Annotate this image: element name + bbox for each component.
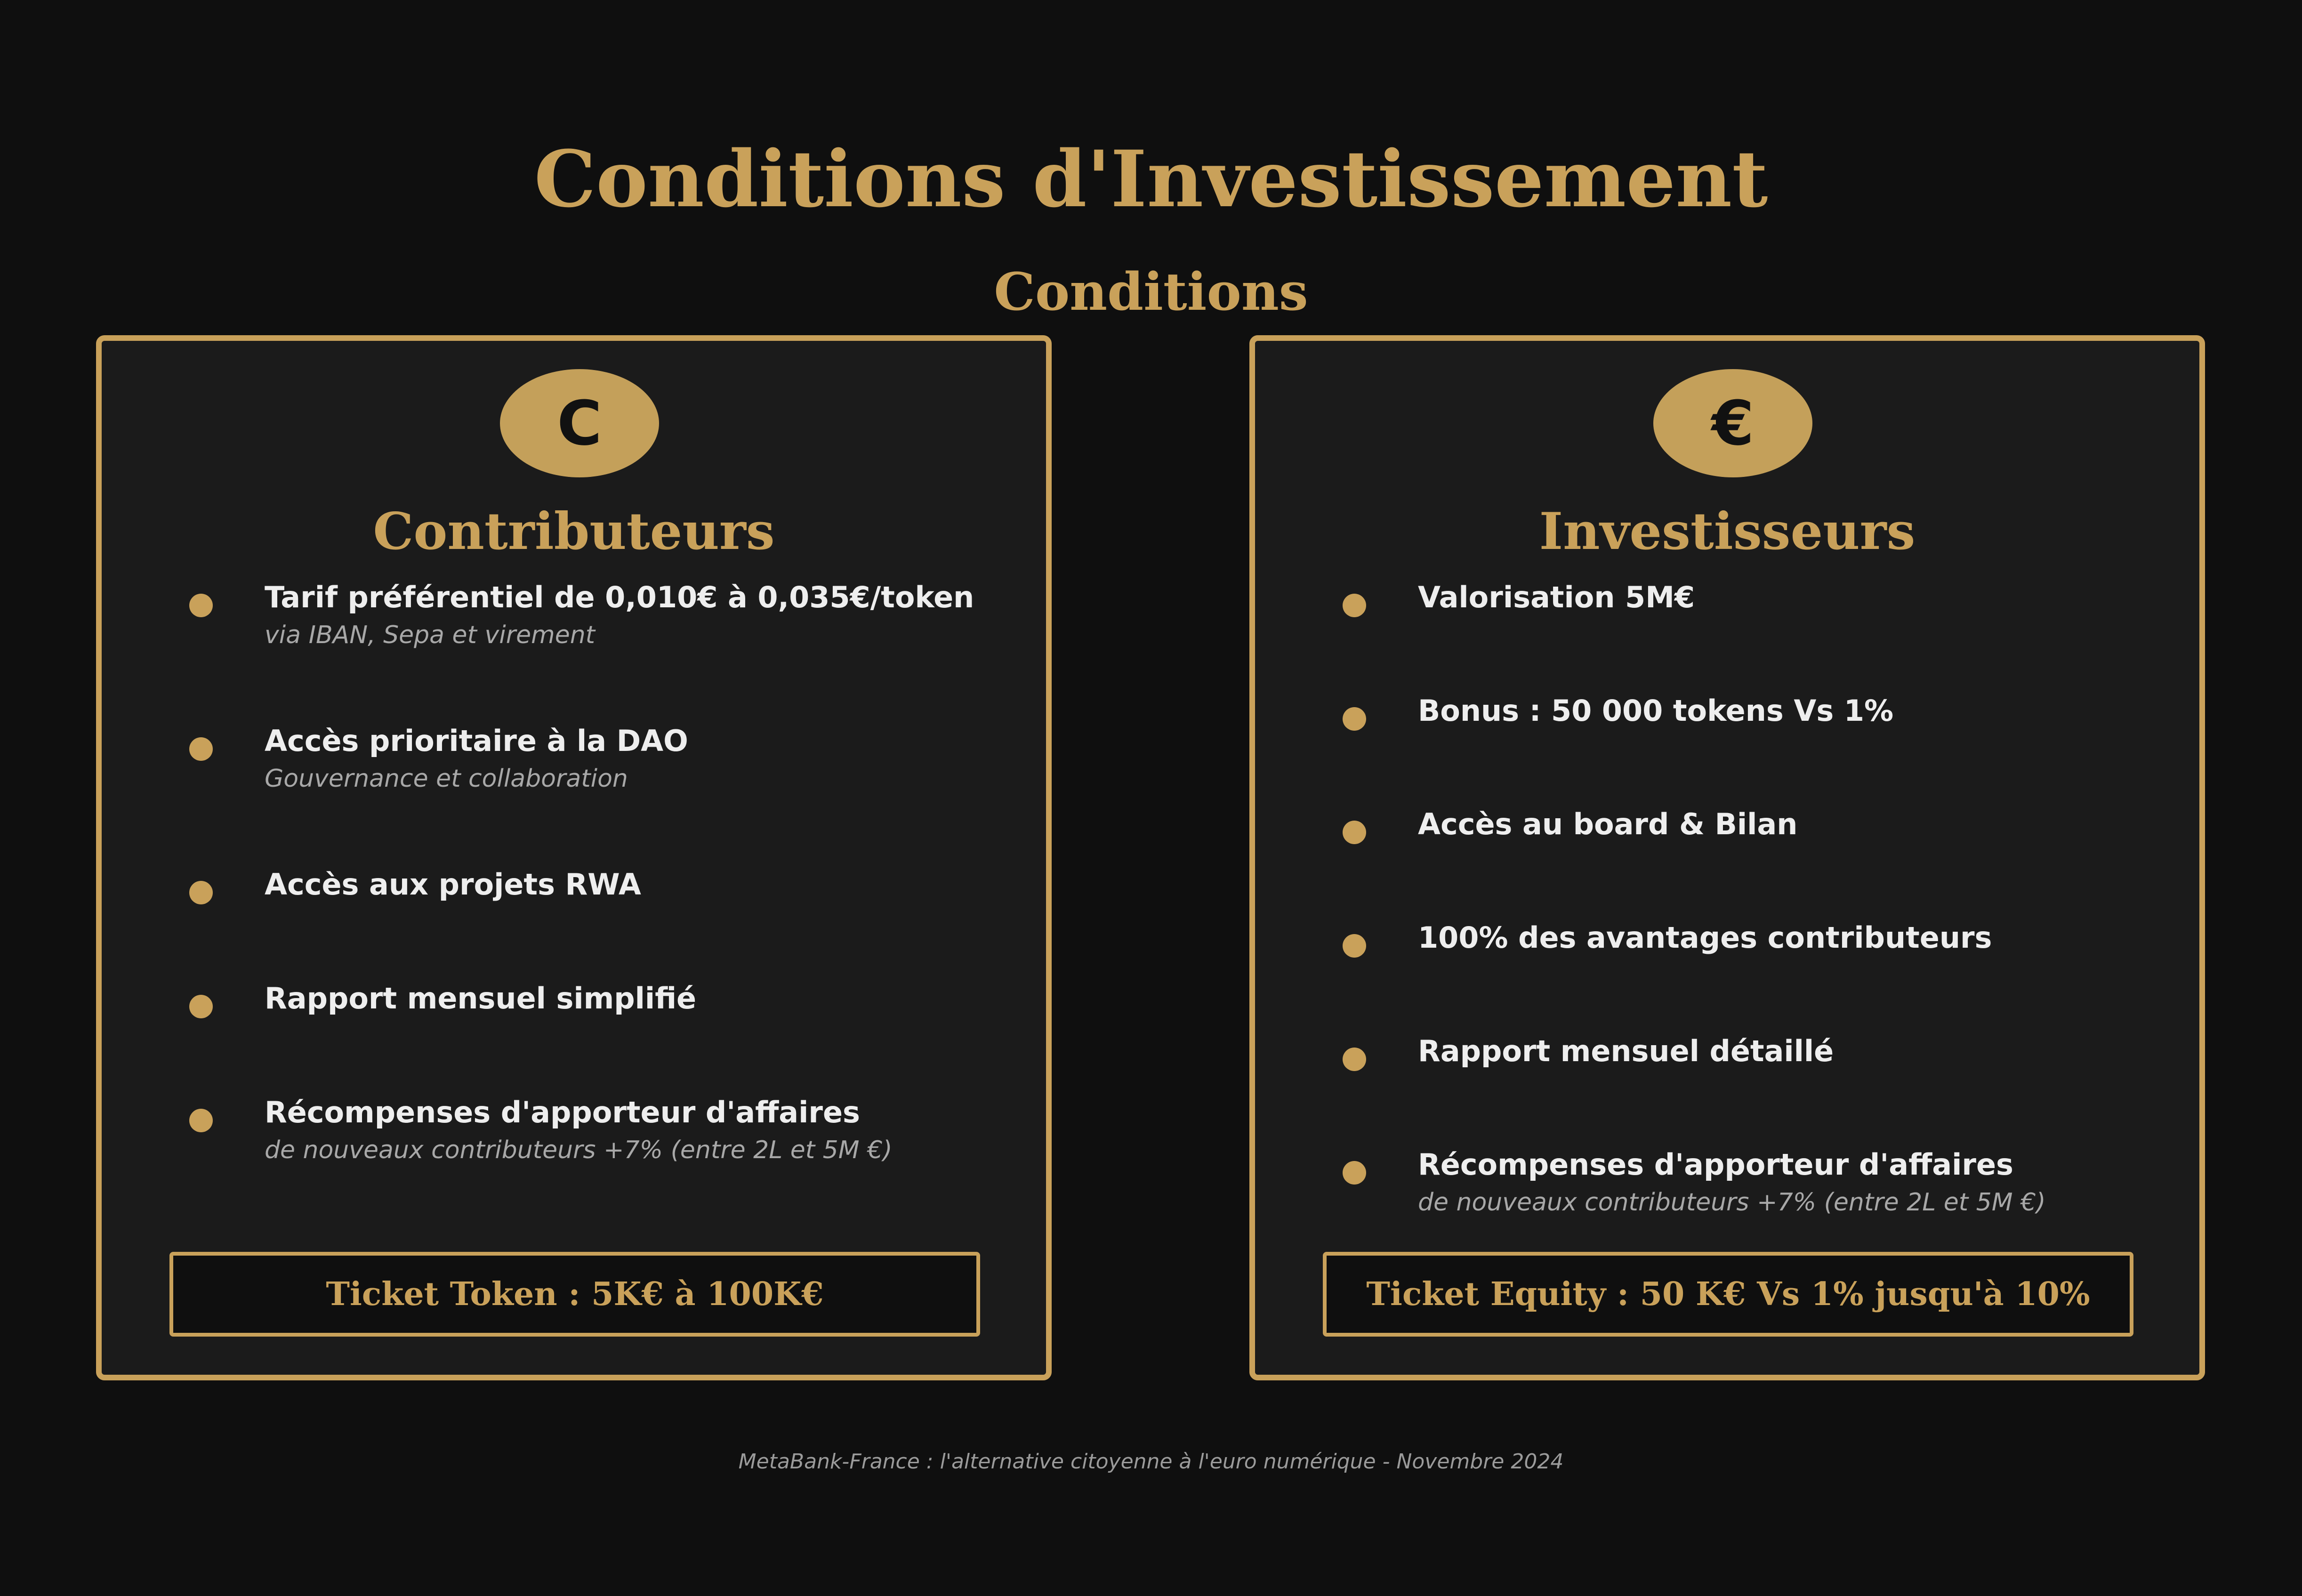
list-item [102, 977, 1046, 1072]
item-main-text: Récompenses d'apporteur d'affaires [1418, 1147, 2013, 1182]
list-item [1255, 576, 2199, 670]
list-item [102, 863, 1046, 958]
bullet-icon [1343, 934, 1366, 958]
investors-title: Investisseurs [1539, 502, 1916, 561]
item-sub-text: Gouvernance et collaboration [265, 765, 628, 793]
bullet-icon [1343, 594, 1366, 617]
item-main-text: Accès prioritaire à la DAO [265, 724, 688, 758]
list-item [1255, 917, 2199, 1011]
bullet-icon [1343, 707, 1366, 731]
list-item [1255, 690, 2199, 784]
bullet-icon [1343, 1048, 1366, 1071]
ticket-equity-box: Ticket Equity : 50 K€ Vs 1% jusqu'à 10% [1323, 1252, 2133, 1337]
contributors-card [96, 335, 1052, 1380]
item-main-text: Bonus : 50 000 tokens Vs 1% [1418, 693, 1894, 728]
ticket-token-box: Ticket Token : 5K€ à 100K€ [169, 1252, 980, 1337]
item-main-text: Rapport mensuel détaillé [1418, 1034, 1834, 1068]
item-main-text: Accès au board & Bilan [1418, 807, 1798, 841]
list-item [102, 720, 1046, 814]
bullet-icon [189, 1109, 213, 1132]
item-main-text: Valorisation 5M€ [1418, 580, 1695, 614]
bullet-icon [189, 594, 213, 617]
list-item [102, 1091, 1046, 1185]
bullet-icon [189, 881, 213, 904]
item-main-text: Accès aux projets RWA [265, 867, 641, 902]
item-main-text: Rapport mensuel simplifié [265, 981, 697, 1016]
item-sub-text: de nouveaux contributeurs +7% (entre 2L et 5M €) [1418, 1188, 2046, 1217]
list-item [1255, 803, 2199, 897]
bullet-icon [189, 995, 213, 1018]
contributors-title: Contributeurs [373, 502, 775, 561]
list-item [1255, 1144, 2199, 1238]
bullet-icon [1343, 1161, 1366, 1185]
list-item [102, 576, 1046, 670]
item-sub-text: via IBAN, Sepa et virement [265, 621, 596, 649]
footer-text: MetaBank-France : l'alternative citoyenne à l'euro numérique - Novembre 2024 [738, 1450, 1564, 1474]
item-main-text: Tarif préférentiel de 0,010€ à 0,035€/token [265, 580, 974, 614]
item-sub-text: de nouveaux contributeurs +7% (entre 2L et 5M €) [265, 1136, 893, 1164]
list-item [1255, 1030, 2199, 1124]
item-main-text: Récompenses d'apporteur d'affaires [265, 1095, 860, 1129]
investors-card [1249, 335, 2205, 1380]
bullet-icon [1343, 821, 1366, 844]
euro-icon: € [1653, 369, 1812, 477]
item-main-text: 100% des avantages contributeurs [1418, 920, 1992, 955]
page-title: Conditions d'Investissement [534, 133, 1768, 225]
page-subtitle: Conditions [994, 261, 1308, 322]
bullet-icon [189, 737, 213, 761]
contributor-c-icon: C [500, 369, 659, 477]
